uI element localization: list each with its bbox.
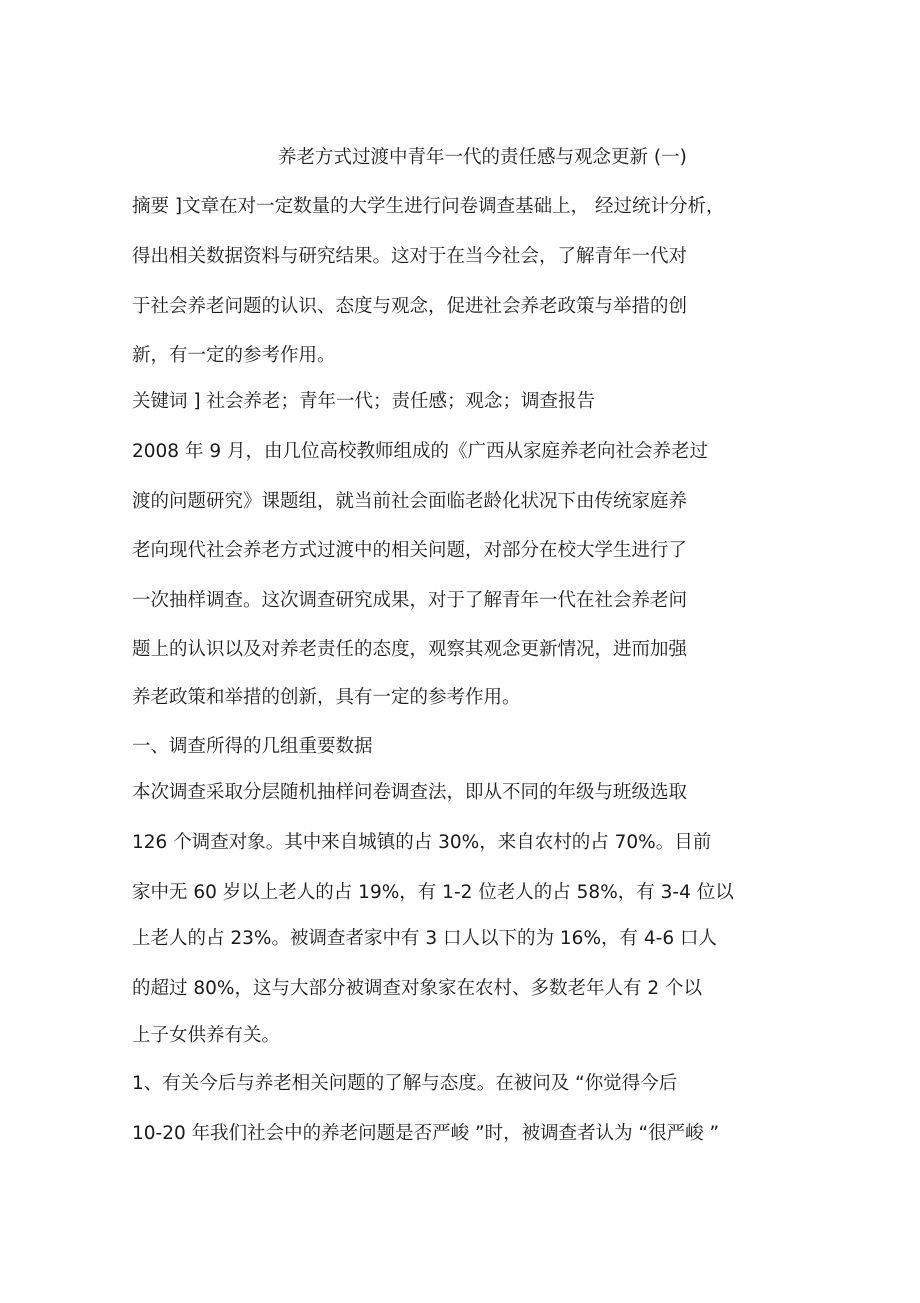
abstract-line-3: 于社会养老问题的认识、态度与观念，促进社会养老政策与举措的创 (132, 296, 688, 317)
body-line-10: 上老人的占 23%。被调查者家中有 3 口人以下的为 16%，有 4-6 口人 (132, 928, 718, 949)
body-line-13: 1、有关今后与养老相关问题的了解与态度。在被问及 “你觉得今后 (132, 1073, 678, 1094)
body-line-9: 家中无 60 岁以上老人的占 19%，有 1-2 位老人的占 58%，有 3-4 位以 (132, 882, 734, 903)
body-line-12: 上子女供养有关。 (132, 1025, 281, 1046)
body-line-4: 一次抽样调查。这次调查研究成果，对于了解青年一代在社会养老问 (132, 590, 688, 611)
body-line-14: 10-20 年我们社会中的养老问题是否严峻 ”时，被调查者认为 “很严峻 ” (132, 1123, 720, 1144)
section-heading: 一、调查所得的几组重要数据 (132, 736, 373, 757)
body-line-2: 渡的问题研究》课题组，就当前社会面临老龄化状况下由传统家庭养 (132, 491, 688, 512)
body-line-6: 养老政策和举措的创新，具有一定的参考作用。 (132, 687, 521, 708)
keywords-line: 关键词 ] 社会养老；青年一代；责任感；观念；调查报告 (132, 391, 595, 412)
abstract-line-1: 摘要 ]文章在对一定数量的大学生进行问卷调查基础上， 经过统计分析， (132, 196, 725, 217)
abstract-line-2: 得出相关数据资料与研究结果。这对于在当今社会，了解青年一代对 (132, 246, 688, 267)
body-line-1: 2008 年 9 月，由几位高校教师组成的《广西从家庭养老向社会养老过 (132, 441, 708, 462)
body-line-11: 的超过 80%，这与大部分被调查对象家在农村、多数老年人有 2 个以 (132, 978, 703, 999)
body-line-5: 题上的认识以及对养老责任的态度，观察其观念更新情况，进而加强 (132, 639, 688, 660)
body-line-3: 老向现代社会养老方式过渡中的相关问题，对部分在校大学生进行了 (132, 540, 688, 561)
body-line-7: 本次调查采取分层随机抽样问卷调查法，即从不同的年级与班级选取 (132, 782, 688, 803)
document-title: 养老方式过渡中青年一代的责任感与观念更新 (一) (278, 147, 687, 168)
abstract-line-4: 新，有一定的参考作用。 (132, 345, 336, 366)
body-line-8: 126 个调查对象。其中来自城镇的占 30%，来自农村的占 70%。目前 (132, 832, 712, 853)
